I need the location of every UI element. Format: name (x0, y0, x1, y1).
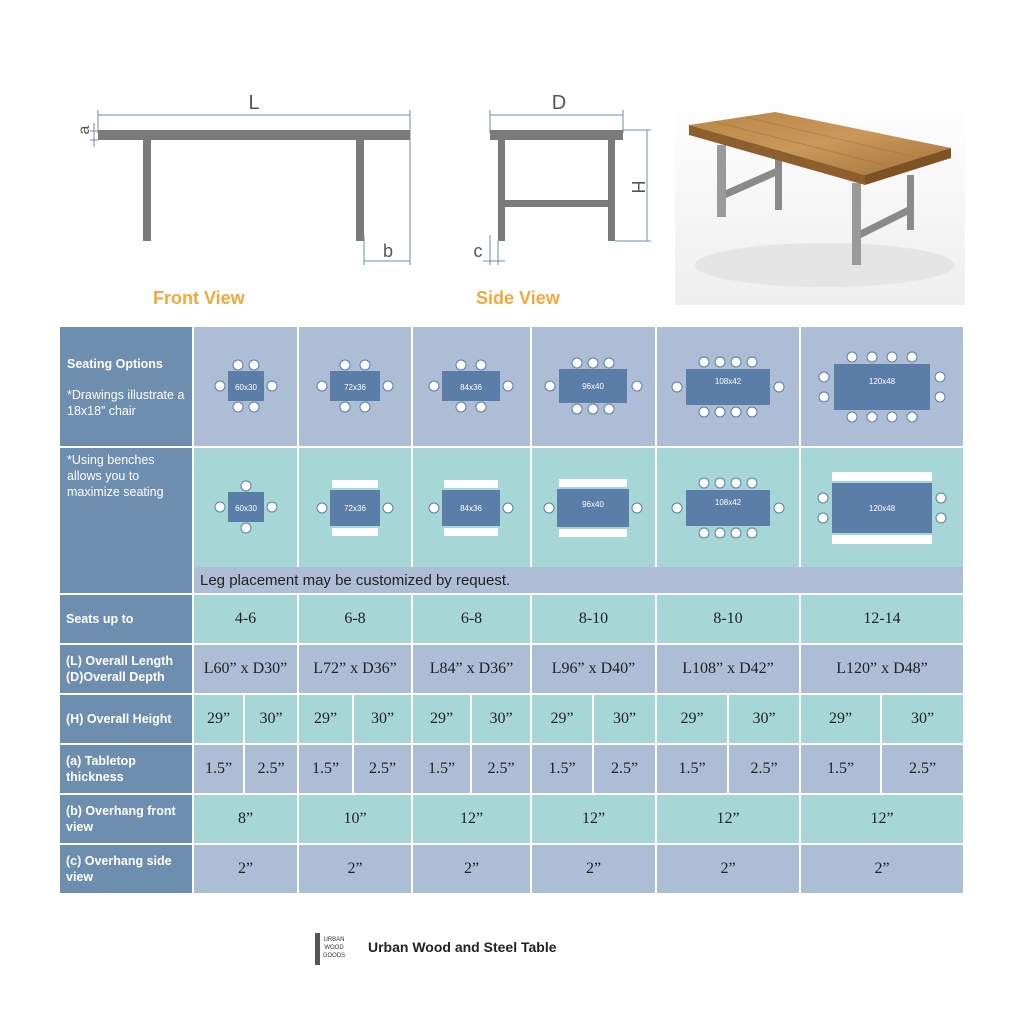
seating-benches-row (60, 448, 963, 593)
overhang-front-value: 12” (532, 795, 655, 843)
height-value: 30” (882, 695, 963, 743)
thickness-value: 2.5” (472, 745, 530, 793)
seats-value: 6-8 (413, 595, 530, 643)
seating-options-title: Seating Options (67, 357, 163, 371)
row-label: Seats up to (60, 595, 192, 643)
chairs-cell-84x36 (413, 327, 530, 446)
leg-placement-note: Leg placement may be customized by request. (194, 567, 963, 593)
overhang-side-value: 2” (532, 845, 655, 893)
dim-l-label: L (248, 92, 260, 114)
front-view-drawing (70, 85, 420, 270)
row-label: (a) Tabletop thickness (60, 745, 192, 793)
size-label: 96x40 (582, 499, 604, 509)
bench-cell-96x40 (532, 448, 655, 567)
seating-diagram-60x30 (206, 355, 286, 419)
seats-value: 4-6 (194, 595, 297, 643)
seating-chairs-row (60, 327, 963, 446)
seating-diagram-84x36 (424, 355, 519, 419)
length-depth-value: L72” x D36” (299, 645, 411, 693)
seats-value: 6-8 (299, 595, 411, 643)
table-product-render (675, 95, 965, 305)
seating-diagram-108x42 (668, 352, 788, 422)
thickness-value: 2.5” (729, 745, 799, 793)
height-value: 30” (472, 695, 530, 743)
height-value: 30” (729, 695, 799, 743)
thickness-value: 1.5” (657, 745, 727, 793)
seats-value: 8-10 (657, 595, 799, 643)
length-depth-value: L108” x D42” (657, 645, 799, 693)
length-depth-value: L96” x D40” (532, 645, 655, 693)
size-label: 120x48 (868, 503, 896, 513)
height-value: 30” (354, 695, 411, 743)
seating-diagram-72x36 (310, 355, 400, 419)
row-label: (H) Overall Height (60, 695, 192, 743)
dim-b-label: b (382, 241, 394, 261)
side-view-drawing (465, 85, 665, 270)
height-value: 30” (245, 695, 297, 743)
overhang-side-row (60, 845, 963, 893)
seating-note-benches: *Using benches allows you to maximize seating (67, 453, 164, 499)
bench-cell-108x42 (657, 448, 799, 567)
dim-a-label: a (76, 125, 93, 135)
bench-diagram-84x36 (424, 476, 519, 540)
overhang-side-value: 2” (413, 845, 530, 893)
length-depth-row (60, 645, 963, 693)
thickness-value: 1.5” (532, 745, 592, 793)
overhang-side-value: 2” (657, 845, 799, 893)
chairs-cell-72x36 (299, 327, 411, 446)
overhang-front-value: 8” (194, 795, 297, 843)
bench-cell-72x36 (299, 448, 411, 567)
overhang-front-value: 10” (299, 795, 411, 843)
height-value: 30” (594, 695, 655, 743)
bench-diagram-120x48 (814, 470, 950, 546)
size-label: 60x30 (234, 382, 257, 392)
bench-diagram-60x30 (206, 476, 286, 540)
bench-diagram-108x42 (668, 473, 788, 543)
row-label: (b) Overhang front view (60, 795, 192, 843)
height-value: 29” (801, 695, 880, 743)
height-value: 29” (194, 695, 243, 743)
thickness-value: 1.5” (413, 745, 470, 793)
svg-text:WOOD: WOOD (324, 945, 344, 951)
chairs-cell-120x48 (801, 327, 963, 446)
size-label: 96x40 (582, 381, 604, 391)
overhang-side-value: 2” (194, 845, 297, 893)
size-label: 72x36 (344, 503, 366, 513)
size-label: 84x36 (460, 382, 482, 392)
dim-c-label: c (473, 241, 483, 261)
thickness-value: 2.5” (245, 745, 297, 793)
height-value: 29” (532, 695, 592, 743)
seating-diagram-120x48 (814, 349, 950, 425)
size-label: 120x48 (868, 376, 896, 386)
thickness-row (60, 745, 963, 793)
thickness-value: 1.5” (299, 745, 352, 793)
front-view-label: Front View (153, 288, 245, 308)
length-depth-value: L60” x D30” (194, 645, 297, 693)
length-depth-value: L120” x D48” (801, 645, 963, 693)
size-label: 60x30 (234, 503, 257, 513)
height-value: 29” (413, 695, 470, 743)
bench-cell-84x36 (413, 448, 530, 567)
svg-text:URBAN: URBAN (323, 937, 345, 943)
height-row (60, 695, 963, 743)
height-value: 29” (299, 695, 352, 743)
size-label: 84x36 (460, 503, 482, 513)
size-label: 108x42 (714, 376, 742, 386)
bench-diagram-72x36 (310, 476, 400, 540)
thickness-value: 2.5” (882, 745, 963, 793)
urban-wood-goods-logo (314, 932, 348, 966)
dim-d-label: D (551, 92, 567, 114)
dim-h-label: H (628, 180, 648, 194)
row-label: (L) Overall Length (D)Overall Depth (60, 645, 192, 693)
length-depth-value: L84” x D36” (413, 645, 530, 693)
side-view-label: Side View (476, 288, 560, 308)
size-label: 72x36 (344, 382, 366, 392)
chairs-cell-96x40 (532, 327, 655, 446)
overhang-front-value: 12” (413, 795, 530, 843)
chairs-cell-60x30 (194, 327, 297, 446)
size-label: 108x42 (714, 497, 742, 507)
bench-diagram-96x40 (541, 476, 646, 540)
seating-note-chairs: *Drawings illustrate a 18x18” chair (67, 388, 185, 418)
overhang-front-value: 12” (657, 795, 799, 843)
seats-value: 8-10 (532, 595, 655, 643)
thickness-value: 1.5” (194, 745, 243, 793)
thickness-value: 2.5” (594, 745, 655, 793)
seats-row (60, 595, 963, 643)
chairs-cell-108x42 (657, 327, 799, 446)
overhang-side-value: 2” (801, 845, 963, 893)
bench-cell-60x30 (194, 448, 297, 567)
row-label: (c) Overhang side view (60, 845, 192, 893)
overhang-side-value: 2” (299, 845, 411, 893)
bench-cell-120x48 (801, 448, 963, 567)
overhang-front-row (60, 795, 963, 843)
thickness-value: 1.5” (801, 745, 880, 793)
product-name: Urban Wood and Steel Table (368, 939, 557, 955)
thickness-value: 2.5” (354, 745, 411, 793)
overhang-front-value: 12” (801, 795, 963, 843)
seating-diagram-96x40 (541, 355, 646, 419)
seats-value: 12-14 (801, 595, 963, 643)
svg-text:GOODS: GOODS (322, 953, 346, 959)
height-value: 29” (657, 695, 727, 743)
